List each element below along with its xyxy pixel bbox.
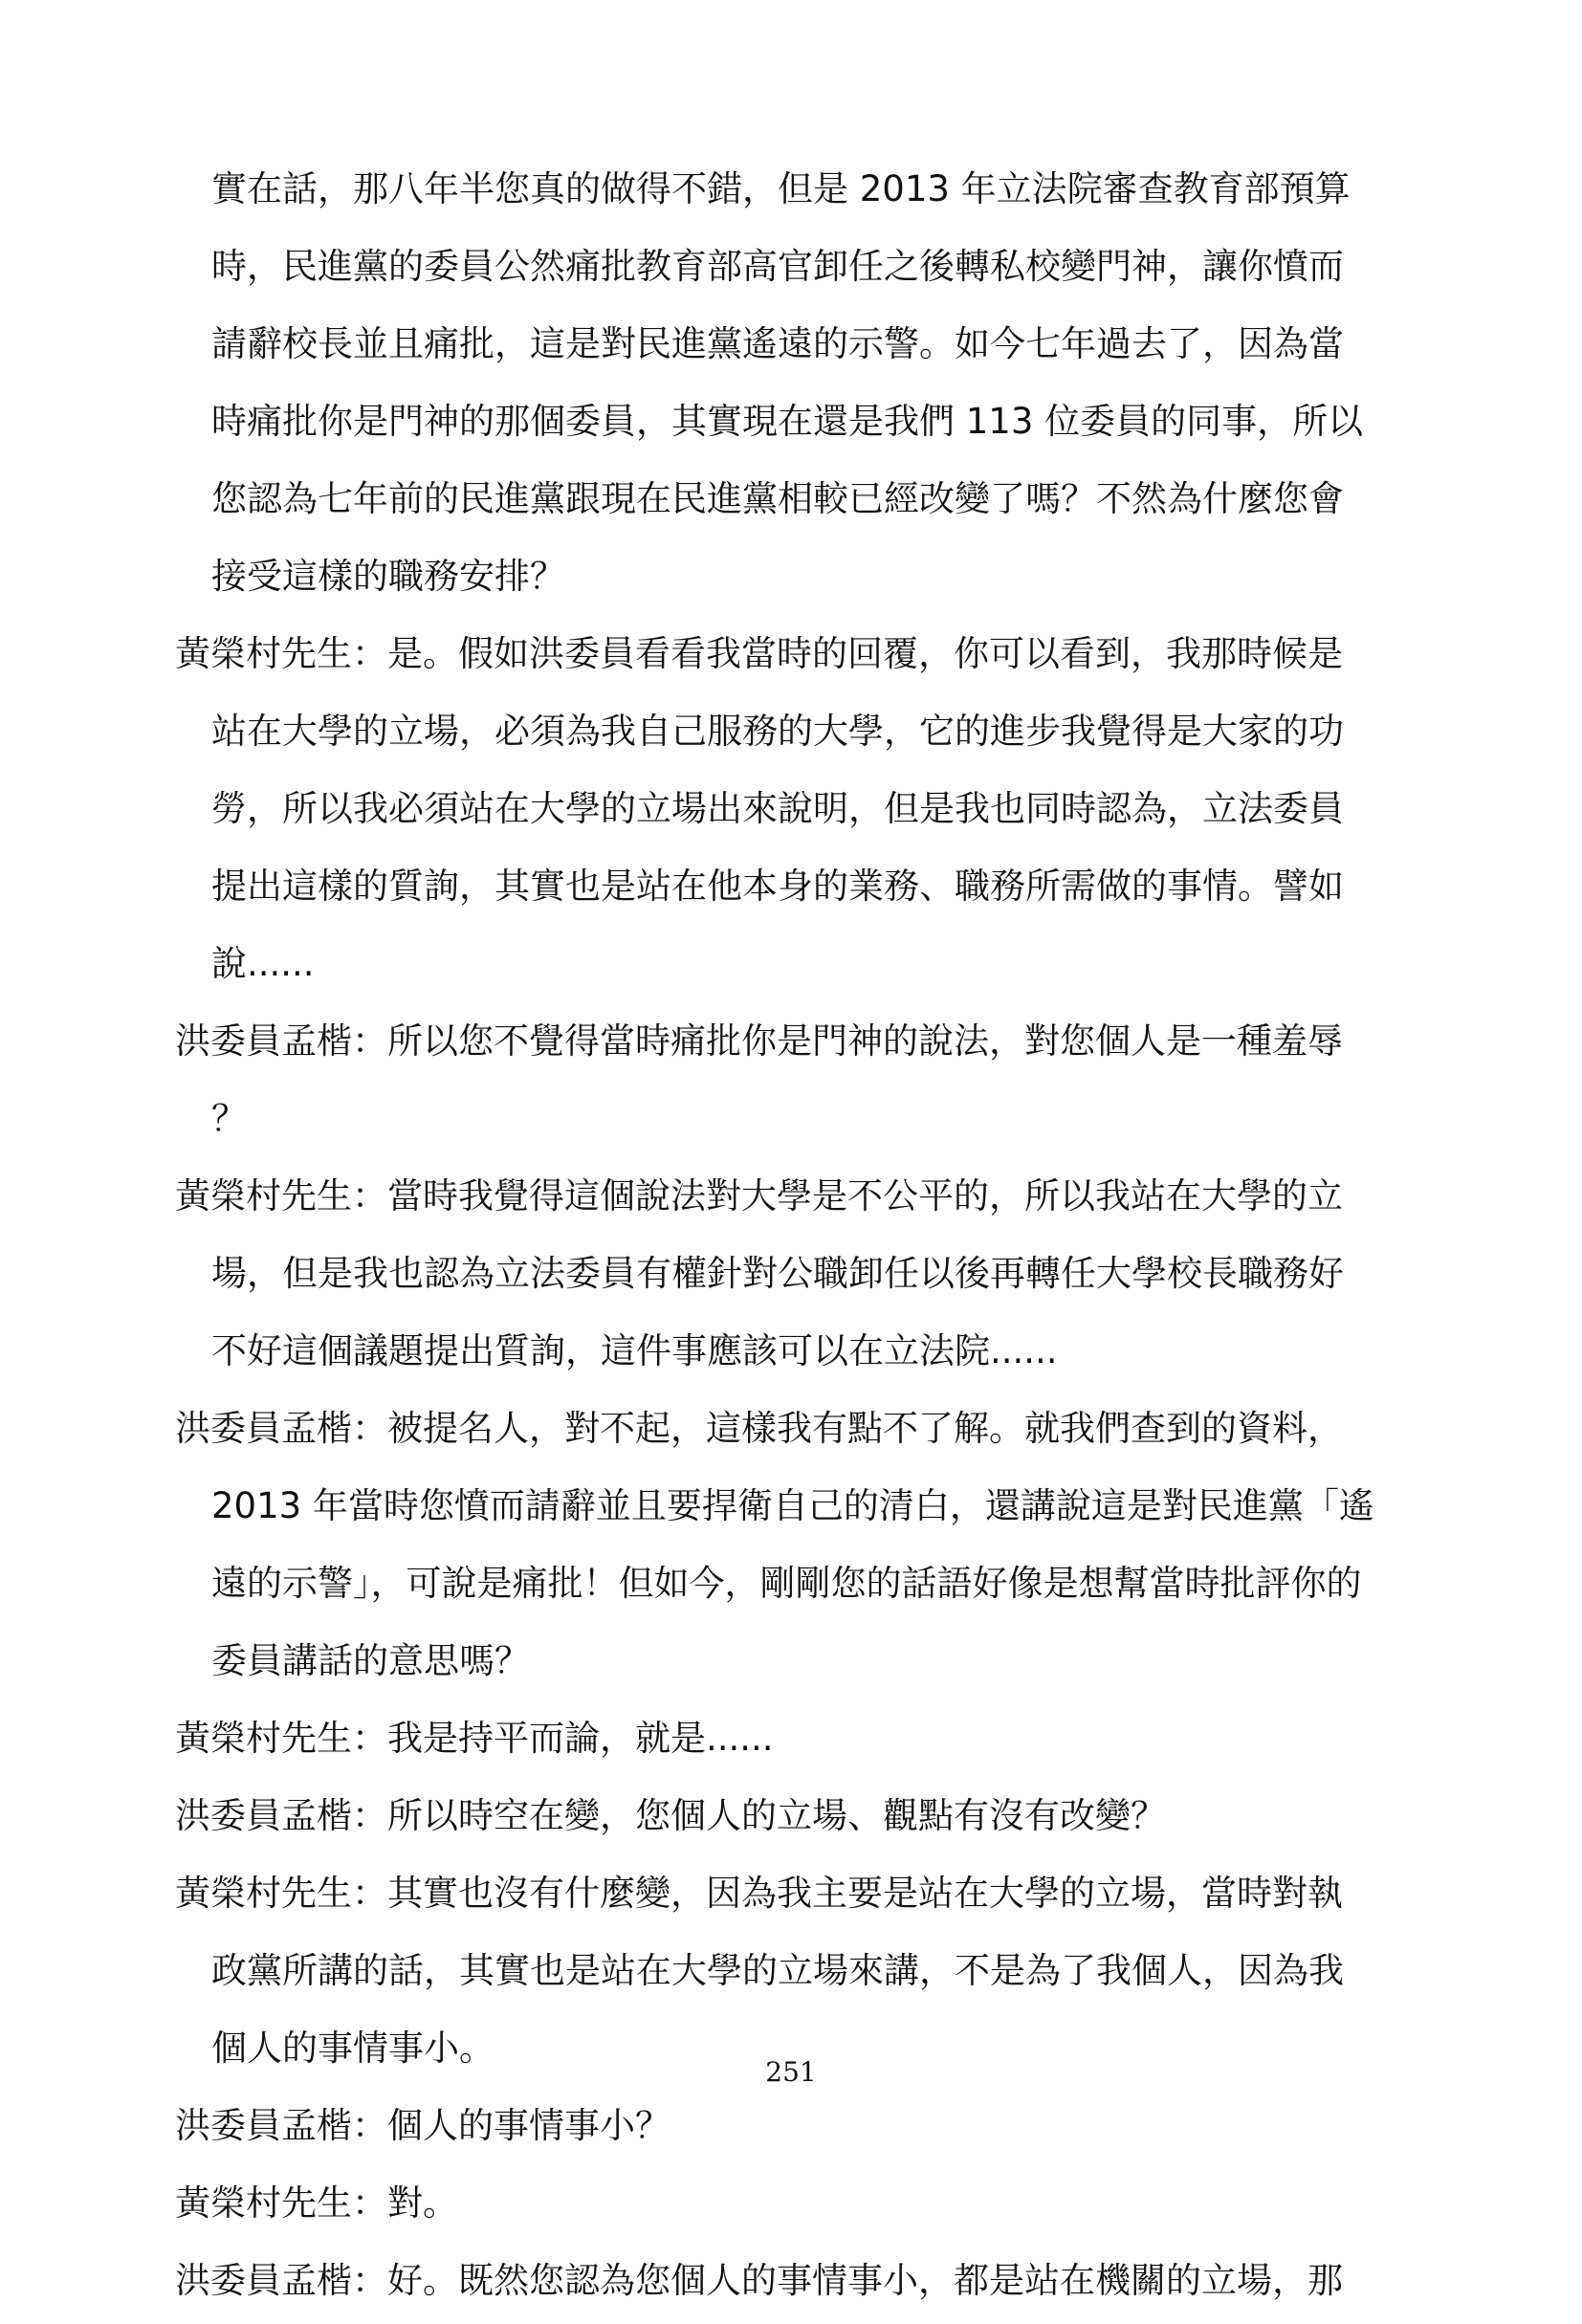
text-line: 個人的事情事小。 <box>211 2028 494 2069</box>
text-line: 請辭校長並且痛批，這是對民進黨遙遠的示警。如今七年過去了，因為當 <box>211 323 1344 364</box>
text-line: 不好這個議題提出質詢，這件事應該可以在立法院...... <box>211 1330 1058 1371</box>
speaker-line: 黃榮村先生：當時我覺得這個說法對大學是不公平的，所以我站在大學的立 <box>175 1175 1343 1217</box>
speaker-line: 洪委員孟楷：被提名人，對不起，這樣我有點不了解。就我們查到的資料， <box>175 1408 1343 1449</box>
speaker-line: 黃榮村先生：我是持平而論，就是...... <box>175 1718 774 1759</box>
text-line: 時，民進黨的委員公然痛批教育部高官卸任之後轉私校變門神，讓你憤而 <box>211 246 1344 287</box>
speaker-line: 洪委員孟楷：好。既然您認為您個人的事情事小，都是站在機關的立場，那 <box>175 2260 1343 2301</box>
text-line: 委員講話的意思嗎？ <box>211 1640 530 1681</box>
text-line: 遠的示警」，可說是痛批！但如今，剛剛您的話語好像是想幫當時批評你的 <box>211 1563 1362 1604</box>
speaker-line: 黃榮村先生：對。 <box>175 2182 458 2224</box>
text-line: 提出這樣的質詢，其實也是站在他本身的業務、職務所需做的事情。譬如 <box>211 866 1344 907</box>
text-line: 政黨所講的話，其實也是站在大學的立場來講，不是為了我個人，因為我 <box>211 1950 1344 1991</box>
text-line: 場，但是我也認為立法委員有權針對公職卸任以後再轉任大學校長職務好 <box>211 1253 1344 1294</box>
speaker-line: 黃榮村先生：是。假如洪委員看看我當時的回覆，你可以看到，我那時候是 <box>175 633 1343 674</box>
text-line: 時痛批你是門神的那個委員，其實現在還是我們 113 位委員的同事，所以 <box>211 401 1364 442</box>
speaker-line: 洪委員孟楷：所以您不覺得當時痛批你是門神的說法，對您個人是一種羞辱 <box>175 1020 1343 1062</box>
speaker-line: 黃榮村先生：其實也沒有什麼變，因為我主要是站在大學的立場，當時對執 <box>175 1873 1343 1914</box>
text-line: 接受這樣的職務安排？ <box>211 556 565 597</box>
speaker-line: 洪委員孟楷：所以時空在變，您個人的立場、觀點有沒有改變？ <box>175 1795 1166 1836</box>
text-line: 站在大學的立場，必須為我自己服務的大學，它的進步我覺得是大家的功 <box>211 711 1344 752</box>
text-line: 實在話，那八年半您真的做得不錯，但是 2013 年立法院審查教育部預算 <box>211 168 1351 209</box>
page-number: 251 <box>765 2056 817 2088</box>
text-line: 說...... <box>211 943 315 984</box>
speaker-line: 洪委員孟楷：個人的事情事小？ <box>175 2105 670 2146</box>
transcript-body <box>175 155 1418 2324</box>
text-line: 勞，所以我必須站在大學的立場出來說明，但是我也同時認為，立法委員 <box>211 788 1344 829</box>
text-line: 您認為七年前的民進黨跟現在民進黨相較已經改變了嗎？不然為什麼您會 <box>211 478 1344 519</box>
text-line: ？ <box>211 1098 247 1139</box>
text-line: 2013 年當時您憤而請辭並且要捍衛自己的清白，還講說這是對民進黨「遙 <box>211 1485 1374 1526</box>
